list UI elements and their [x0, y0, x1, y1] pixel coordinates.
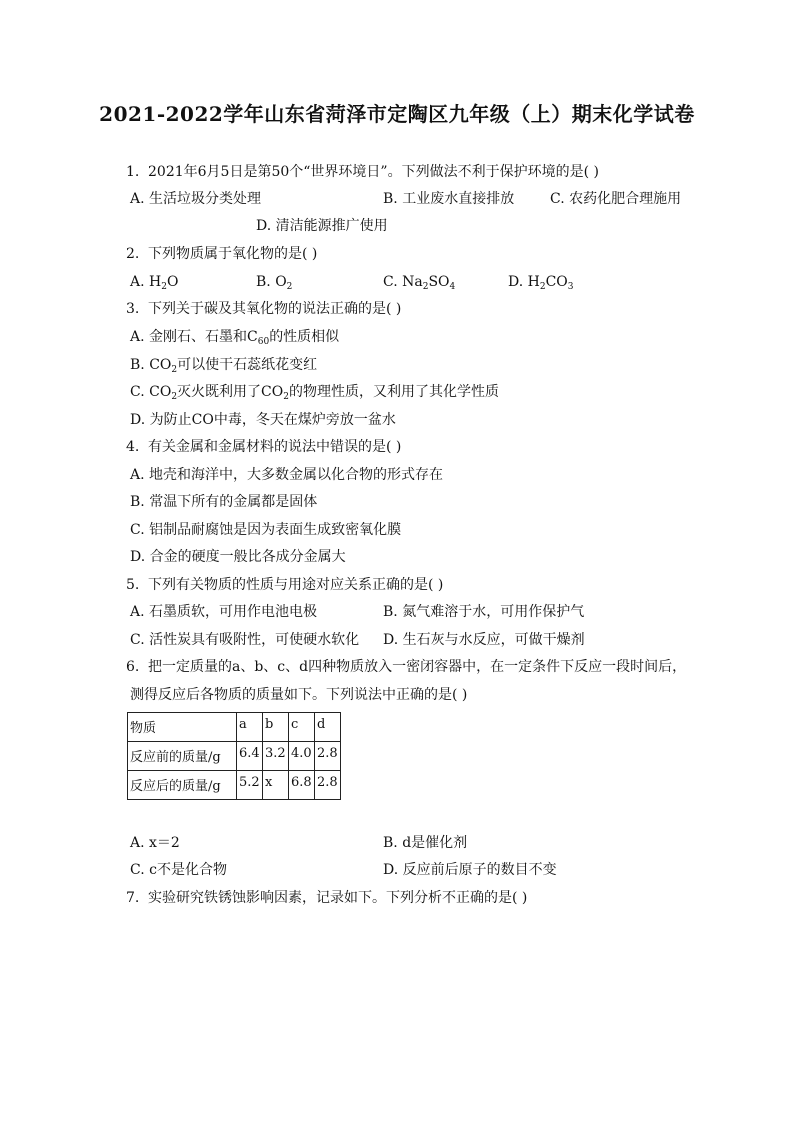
q2-option-c: C. $Na_2SO_4$	[383, 274, 456, 292]
table-cell: 4.0	[289, 742, 315, 771]
table-header-row	[128, 713, 341, 742]
q2-option-a: A. $H_2O$	[130, 274, 179, 292]
table-cell: 2.8	[315, 771, 341, 800]
question-number: 4.	[126, 439, 140, 455]
question-stem: 下列物质属于氧化物的是( )	[148, 246, 318, 262]
question-stem: 把一定质量的a、b、c、d四种物质放入一密闭容器中，在一定条件下反应一段时间后，	[148, 659, 687, 675]
table-header-cell: b	[263, 713, 289, 742]
table-cell: x	[263, 771, 289, 800]
question-3	[126, 300, 401, 318]
question-stem: 实验研究铁锈蚀影响因素，记录如下。下列分析不正确的是( )	[148, 890, 528, 906]
question-5	[126, 576, 443, 594]
question-stem: 下列有关物质的性质与用途对应关系正确的是( )	[148, 577, 444, 593]
question-number: 1.	[126, 164, 140, 180]
question-4	[126, 438, 401, 456]
table-row	[128, 771, 341, 800]
q1-option-a: A. 生活垃圾分类处理	[130, 191, 262, 207]
q6-option-c: C. c不是化合物	[130, 862, 227, 878]
question-number: 2.	[126, 246, 140, 262]
q6-option-a: A. x＝2	[130, 835, 180, 851]
table-cell: 6.4	[237, 742, 263, 771]
q5-option-a: A. 石墨质软，可用作电池电极	[130, 604, 318, 620]
q6-option-d: D. 反应前后原子的数目不变	[383, 862, 557, 878]
table-header-cell: d	[315, 713, 341, 742]
page-title: 2021-2022学年山东省菏泽市定陶区九年级（上）期末化学试卷	[99, 102, 695, 126]
table-cell: 反应前的质量/g	[128, 742, 237, 771]
q3-option-b: B. $CO_2$可以使干石蕊纸花变红	[130, 357, 318, 375]
q6-option-b: B. d是催化剂	[383, 835, 468, 851]
table-header-cell: c	[289, 713, 315, 742]
q5-option-b: B. 氮气难溶于水，可用作保护气	[383, 604, 585, 620]
table-cell: 3.2	[263, 742, 289, 771]
table-cell: 5.2	[237, 771, 263, 800]
q3-option-c: C. $CO_2$灭火既利用了$CO_2$的物理性质，又利用了其化学性质	[130, 384, 499, 402]
question-stem: 有关金属和金属材料的说法中错误的是( )	[148, 439, 402, 455]
question-number: 7.	[126, 890, 140, 906]
q3-option-d: D. 为防止CO中毒，冬天在煤炉旁放一盆水	[130, 412, 396, 428]
q4-option-a: A. 地壳和海洋中，大多数金属以化合物的形式存在	[130, 467, 444, 483]
q1-option-d: D. 清洁能源推广使用	[256, 218, 388, 234]
q2-option-d: D. $H_2CO_3$	[508, 274, 574, 292]
question-6-stem-continued: 测得反应后各物质的质量如下。下列说法中正确的是( )	[130, 687, 468, 703]
q4-option-b: B. 常温下所有的金属都是固体	[130, 494, 318, 510]
question-number: 6.	[126, 659, 140, 675]
question-1	[126, 163, 599, 181]
table-cell: 2.8	[315, 742, 341, 771]
q5-option-d: D. 生石灰与水反应，可做干燥剂	[383, 632, 585, 648]
table-header-cell: a	[237, 713, 263, 742]
table-cell: 反应后的质量/g	[128, 771, 237, 800]
table-row	[128, 742, 341, 771]
question-number: 3.	[126, 301, 140, 317]
question-7	[126, 889, 527, 907]
q1-option-b: B. 工业废水直接排放	[383, 191, 515, 207]
q1-option-c: C. 农药化肥合理施用	[550, 191, 682, 207]
q4-option-c: C. 铝制品耐腐蚀是因为表面生成致密氧化膜	[130, 522, 402, 538]
table-header-cell: 物质	[128, 713, 237, 742]
q3-option-a: A. 金刚石、石墨和$C_{60}$的性质相似	[130, 329, 340, 347]
q4-option-d: D. 合金的硬度一般比各成分金属大	[130, 549, 346, 565]
q5-option-c: C. 活性炭具有吸附性，可使硬水软化	[130, 632, 360, 648]
mass-data-table	[127, 712, 341, 800]
q2-option-b: B. $O_2$	[256, 274, 293, 292]
question-2	[126, 245, 317, 263]
question-stem: 2021年6月5日是第50个“世界环境日”。下列做法不利于保护环境的是( )	[148, 164, 599, 180]
question-6	[126, 658, 686, 676]
question-stem: 下列关于碳及其氧化物的说法正确的是( )	[148, 301, 402, 317]
question-number: 5.	[126, 577, 140, 593]
table-cell: 6.8	[289, 771, 315, 800]
